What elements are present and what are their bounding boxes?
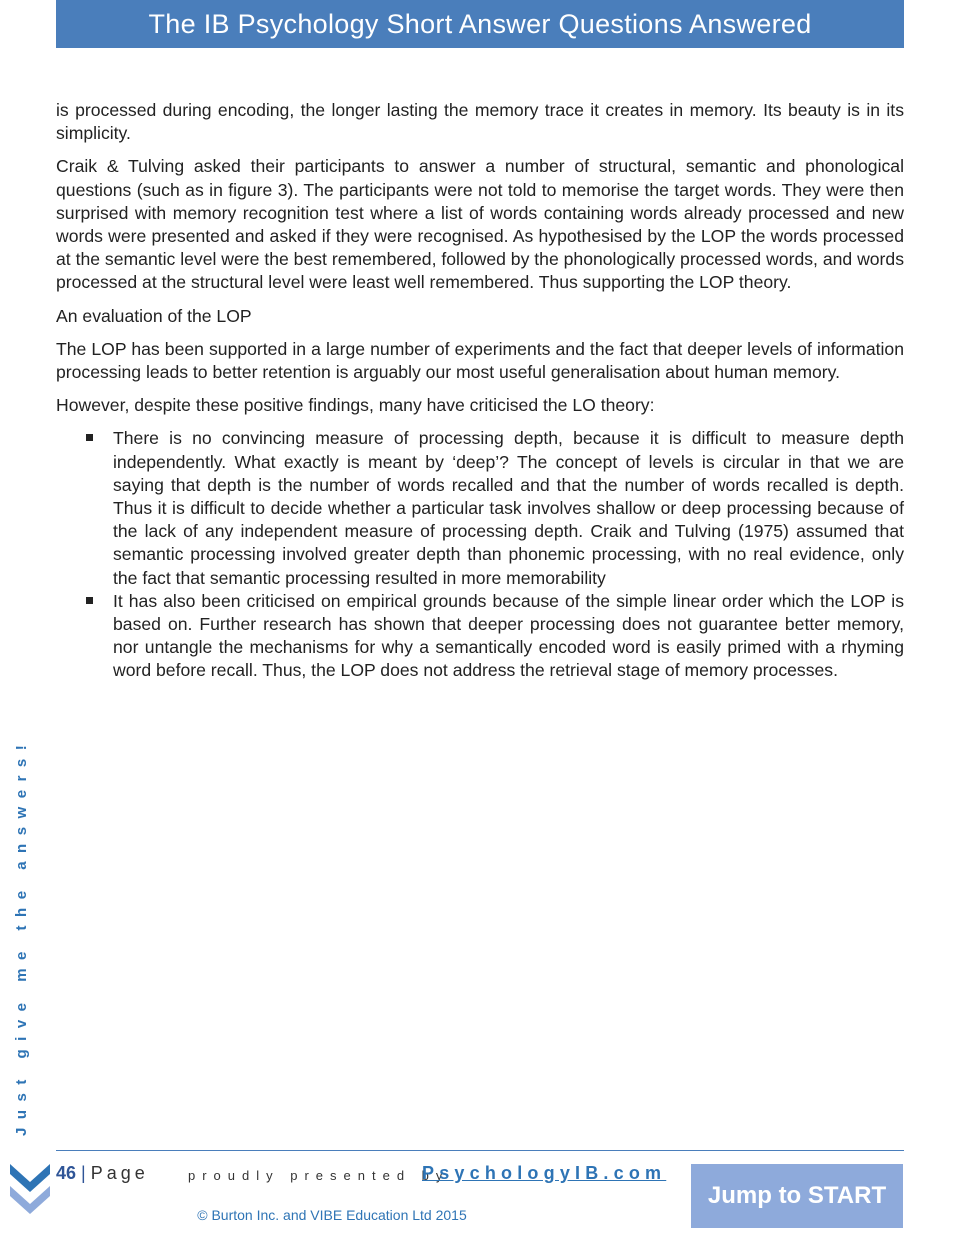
copyright-text: © Burton Inc. and VIBE Education Ltd 2015 [197, 1207, 467, 1223]
site-link[interactable]: PsychologyIB.com [422, 1163, 667, 1183]
jump-to-start-button[interactable]: Jump to START [691, 1164, 903, 1228]
page-content [56, 99, 904, 683]
page-header [56, 0, 904, 48]
section-heading: An evaluation of the LOP [56, 305, 252, 326]
double-chevron-down-icon [10, 1160, 50, 1220]
paragraph: However, despite these positive findings, many have criticised the LO theory: [56, 395, 655, 416]
header-title: The IB Psychology Short Answer Questions Answered [148, 9, 812, 39]
paragraph: Craik & Tulving asked their participants to answer a number of structural, semantic and phonological questions (such as in figure 3). The participants were not told to memorise the target words. They were then surprised with memory recognition test where a list of words containing words already processed and new words were presented and asked if they were recognised. As hypothesised by the LOP the words processed at the semantic level were the best remembered, followed by the phonologically processed words, and words processed at the structural level were least well remembered. Thus supporting the LOP theory. [56, 156, 904, 293]
square-bullet-icon [86, 434, 93, 441]
page-separator: | [81, 1163, 86, 1183]
list-item-text: There is no convincing measure of processing depth, because it is difficult to measure depth independently. What exactly is meant by ‘deep’? The concept of levels is circular in that we are saying that depth is the number of words recalled and that the number of words recalled is depth. Thus it is difficult to decide whether a particular task involves shallow or deep processing because of the lack of any independent measure of processing depth. Craik and Tulving (1975) assumed that semantic processing involved greater depth than phonemic processing, with no real evidence, only the fact that semantic processing resulted in more memorability [113, 428, 904, 588]
criticism-list [56, 427, 904, 682]
paragraph: is processed during encoding, the longer lasting the memory trace it creates in memory. Its beauty is in its simplicity. [56, 100, 904, 144]
footer-divider [56, 1150, 904, 1151]
page-word: Page [90, 1163, 149, 1183]
square-bullet-icon [86, 597, 93, 604]
list-item-text: It has also been criticised on empirical grounds because of the simple linear order which the LOP is based on. Further research has shown that deeper processing does not guarantee better memory, nor untangle the mechanisms for why a semantically encoded word is easily primed with a rhyming word before recall. Thus, the LOP does not address the retrieval stage of memory processes. [113, 590, 904, 681]
side-tagline: Just give me the answers! [13, 736, 30, 1136]
page-number: 46 [56, 1163, 77, 1183]
list-item [56, 427, 904, 589]
presented-by-text: proudly presented by [188, 1168, 450, 1183]
list-item [56, 590, 904, 683]
paragraph: The LOP has been supported in a large number of experiments and the fact that deeper levels of information processing leads to better retention is arguably our most useful generalisation about human memory. [56, 338, 904, 383]
page-number-label [56, 1163, 149, 1184]
